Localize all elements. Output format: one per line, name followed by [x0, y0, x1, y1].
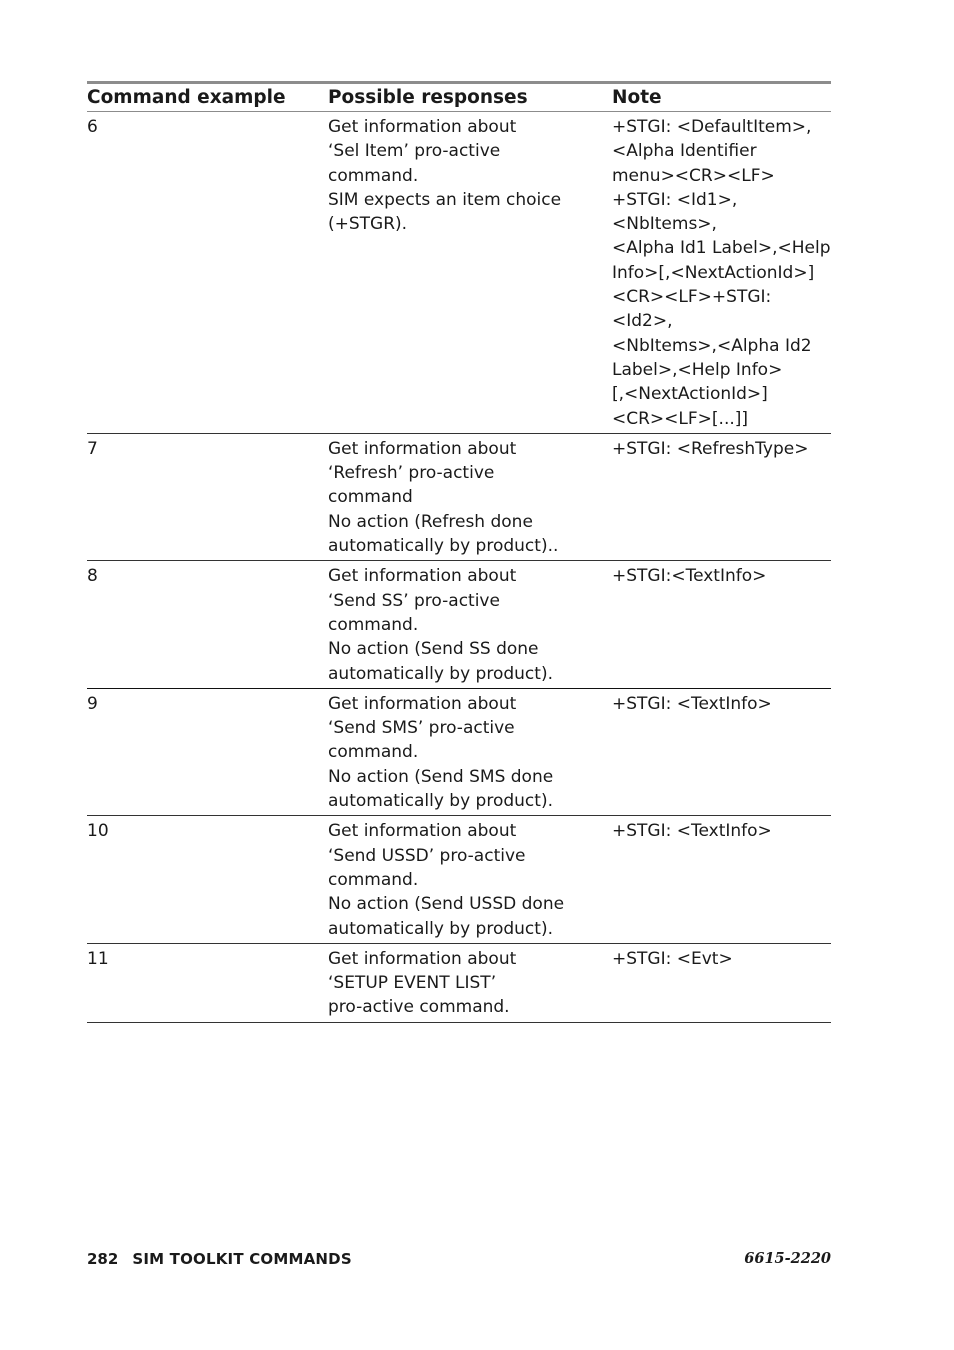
- response-cell: Get information about ‘Refresh’ pro-active command No action (Refresh done automatically by product)..: [328, 433, 612, 560]
- response-cell: Get information about ‘Send SMS’ pro-active command. No action (Send SMS done automatically by product).: [328, 688, 612, 815]
- table-row: [87, 433, 831, 560]
- note-cell: +STGI:<TextInfo>: [612, 561, 831, 688]
- note-cell: +STGI: <Evt>: [612, 943, 831, 1022]
- document-number: 6615-2220: [744, 1250, 831, 1267]
- header-command-example: Command example: [87, 83, 328, 112]
- page-footer: [87, 1250, 831, 1268]
- note-cell: +STGI: <RefreshType>: [612, 433, 831, 560]
- section-title: SIM TOOLKIT COMMANDS: [132, 1250, 352, 1268]
- command-cell: 11: [87, 943, 328, 1022]
- commands-table: [87, 81, 831, 1023]
- command-cell: 10: [87, 816, 328, 943]
- table-row: [87, 688, 831, 815]
- note-cell: +STGI: <DefaultItem>, <Alpha Identifier menu><CR><LF> +STGI: <Id1>,<NbItems>, <Alpha Id1 Label>,<Help Info>[,<NextActionId>] <CR><LF>+STGI: <Id2>, <NbItems>,<Alpha Id2 Label>,<Help Info> [,<NextActionId>] <CR><LF>[...]]: [612, 112, 831, 434]
- page-number: 282: [87, 1250, 119, 1268]
- table-row: [87, 943, 831, 1022]
- command-cell: 7: [87, 433, 328, 560]
- table-row: [87, 112, 831, 434]
- command-cell: 8: [87, 561, 328, 688]
- table-row: [87, 816, 831, 943]
- note-cell: +STGI: <TextInfo>: [612, 688, 831, 815]
- command-cell: 9: [87, 688, 328, 815]
- table-row: [87, 561, 831, 688]
- response-cell: Get information about ‘SETUP EVENT LIST’ pro-active command.: [328, 943, 612, 1022]
- table-header-row: [87, 83, 831, 112]
- header-possible-responses: Possible responses: [328, 83, 612, 112]
- response-cell: Get information about ‘Send SS’ pro-active command. No action (Send SS done automatically by product).: [328, 561, 612, 688]
- response-cell: Get information about ‘Sel Item’ pro-active command. SIM expects an item choice (+STGR).: [328, 112, 612, 434]
- response-cell: Get information about ‘Send USSD’ pro-active command. No action (Send USSD done automatically by product).: [328, 816, 612, 943]
- command-cell: 6: [87, 112, 328, 434]
- header-note: Note: [612, 83, 831, 112]
- note-cell: +STGI: <TextInfo>: [612, 816, 831, 943]
